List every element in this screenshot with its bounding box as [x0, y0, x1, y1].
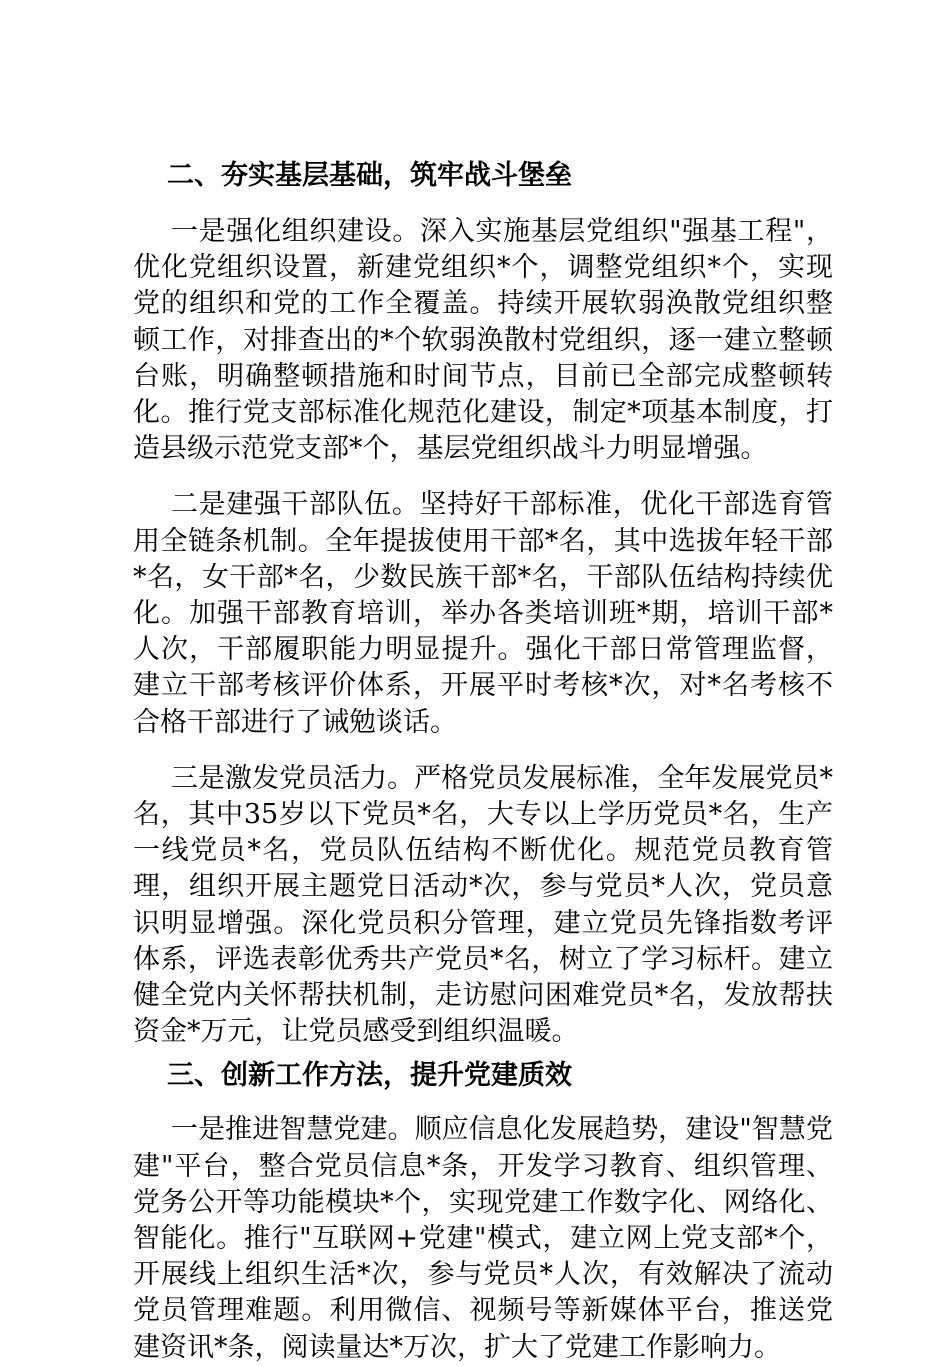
paragraph-smart-party-building: 一是推进智慧党建。顺应信息化发展趋势，建设"智慧党建"平台，整合党员信息*条，开发学习教育、组织管理、党务公开等功能模块*个，实现党建工作数字化、网络化、智能化。推行"互联网+党建"模式，建立网上党支部*个，开展线上组织生活*次，参与党员*人次，有效解决了流动党员管理难题。利用微信、视频号等新媒体平台，推送党建资讯*条，阅读量达*万次，扩大了党建工作影响力。 — [133, 1114, 833, 1363]
paragraph-party-member-vitality: 三是激发党员活力。严格党员发展标准，全年发展党员*名，其中35岁以下党员*名，大专以上学历党员*名，生产一线党员*名，党员队伍结构不断优化。规范党员教育管理，组织开展主题党日活动*次，参与党员*人次，党员意识明显增强。深化党员积分管理，建立党员先锋指数考评体系，评选表彰优秀共产党员*名，树立了学习标杆。建立健全党内关怀帮扶机制，走访慰问困难党员*名，发放帮扶资金*万元，让党员感受到组织温暖。 — [133, 762, 833, 1048]
paragraph-organization-building: 一是强化组织建设。深入实施基层党组织"强基工程"，优化党组织设置，新建党组织*个，调整党组织*个，实现党的组织和党的工作全覆盖。持续开展软弱涣散党组织整顿工作，对排查出的*个软弱涣散村党组织，逐一建立整顿台账，明确整顿措施和时间节点，目前已全部完成整顿转化。推行党支部标准化规范化建设，制定*项基本制度，打造县级示范党支部*个，基层党组织战斗力明显增强。 — [133, 216, 833, 465]
paragraph-cadre-team: 二是建强干部队伍。坚持好干部标准，优化干部选育管用全链条机制。全年提拔使用干部*名，其中选拔年轻干部*名，女干部*名，少数民族干部*名，干部队伍结构持续优化。加强干部教育培训，举办各类培训班*期，培训干部*人次，干部履职能力明显提升。强化干部日常管理监督，建立干部考核评价体系，开展平时考核*次，对*名考核不合格干部进行了诫勉谈话。 — [133, 489, 833, 738]
section-heading-3: 三、创新工作方法，提升党建质效 — [167, 1060, 572, 1092]
document-body — [133, 158, 833, 1366]
section-heading-2: 二、夯实基层基础，筑牢战斗堡垒 — [167, 160, 572, 191]
